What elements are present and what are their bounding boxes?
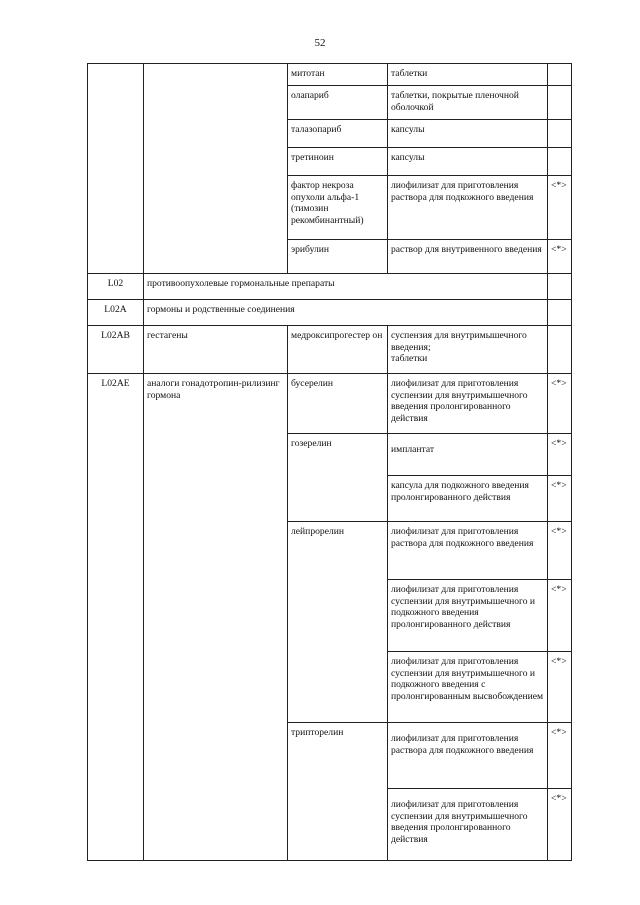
dosage-form-cell: лиофилизат для приготовления суспензии для внутримышечного введения пролонгированного действия [388, 789, 548, 861]
dosage-form-line: таблетки [391, 353, 428, 365]
dosage-form-cell: таблетки [388, 64, 548, 86]
mark-cell [548, 326, 572, 374]
atc-group-cell: гестагены [144, 326, 288, 374]
dosage-form-cell: лиофилизат для приготовления раствора для подкожного введения [388, 522, 548, 580]
dosage-form-cell: лиофилизат для приготовления раствора для подкожного введения [388, 176, 548, 240]
inn-cell: фактор некроза опухоли альфа-1 (тимозин рекомбинантный) [288, 176, 388, 240]
inn-cell: митотан [288, 64, 388, 86]
mark-cell: <*> [548, 789, 572, 861]
mark-cell: <*> [548, 476, 572, 522]
medicines-table [87, 63, 572, 861]
dosage-form-cell: лиофилизат для приготовления суспензии для внутримышечного и подкожного введения с пролонгированным высвобождением [388, 652, 548, 723]
dosage-form-cell: раствор для внутривенного введения [388, 240, 548, 274]
mark-cell [548, 120, 572, 148]
table-row [88, 274, 572, 300]
inn-cell: талазопариб [288, 120, 388, 148]
atc-code-cell [88, 64, 144, 274]
inn-cell: лейпрорелин [288, 522, 388, 723]
table-row [88, 326, 572, 374]
inn-cell: эрибулин [288, 240, 388, 274]
page-number: 52 [314, 37, 326, 49]
dosage-form-line: суспензия для внутримышечного введения; [391, 330, 527, 353]
dosage-form-cell: лиофилизат для приготовления суспензии для внутримышечного введения пролонгированного действия [388, 374, 548, 434]
mark-cell: <*> [548, 434, 572, 476]
dosage-form-cell: лиофилизат для приготовления раствора для подкожного введения [388, 723, 548, 789]
mark-cell [548, 274, 572, 300]
dosage-form-cell: капсулы [388, 148, 548, 176]
dosage-form-cell: имплантат [388, 434, 548, 476]
atc-code-cell: L02AB [88, 326, 144, 374]
mark-cell [548, 148, 572, 176]
mark-cell: <*> [548, 374, 572, 434]
atc-group-cell: противоопухолевые гормональные препараты [144, 274, 548, 300]
inn-cell: третиноин [288, 148, 388, 176]
atc-group-cell [144, 64, 288, 274]
mark-cell: <*> [548, 580, 572, 652]
atc-group-cell: гормоны и родственные соединения [144, 300, 548, 326]
mark-cell: <*> [548, 723, 572, 789]
inn-cell: медроксипрогестер он [288, 326, 388, 374]
atc-code-cell: L02 [88, 274, 144, 300]
dosage-form-cell: таблетки, покрытые пленочной оболочкой [388, 86, 548, 120]
mark-cell [548, 86, 572, 120]
dosage-form-cell: лиофилизат для приготовления суспензии для внутримышечного и подкожного введения пролонгированного действия [388, 580, 548, 652]
atc-group-cell: аналоги гонадотропин-рилизинг гормона [144, 374, 288, 861]
mark-cell: <*> [548, 176, 572, 240]
mark-cell: <*> [548, 652, 572, 723]
inn-cell: гозерелин [288, 434, 388, 522]
inn-cell: трипторелин [288, 723, 388, 861]
mark-cell: <*> [548, 522, 572, 580]
atc-code-cell: L02A [88, 300, 144, 326]
dosage-form-cell [388, 326, 548, 374]
dosage-form-cell: капсулы [388, 120, 548, 148]
mark-cell [548, 64, 572, 86]
table-row [88, 374, 572, 434]
table-row [88, 64, 572, 86]
dosage-form-cell: капсула для подкожного введения пролонгированного действия [388, 476, 548, 522]
table-row [88, 300, 572, 326]
mark-cell [548, 300, 572, 326]
atc-code-cell: L02AE [88, 374, 144, 861]
mark-cell: <*> [548, 240, 572, 274]
inn-cell: бусерелин [288, 374, 388, 434]
inn-cell: олапариб [288, 86, 388, 120]
